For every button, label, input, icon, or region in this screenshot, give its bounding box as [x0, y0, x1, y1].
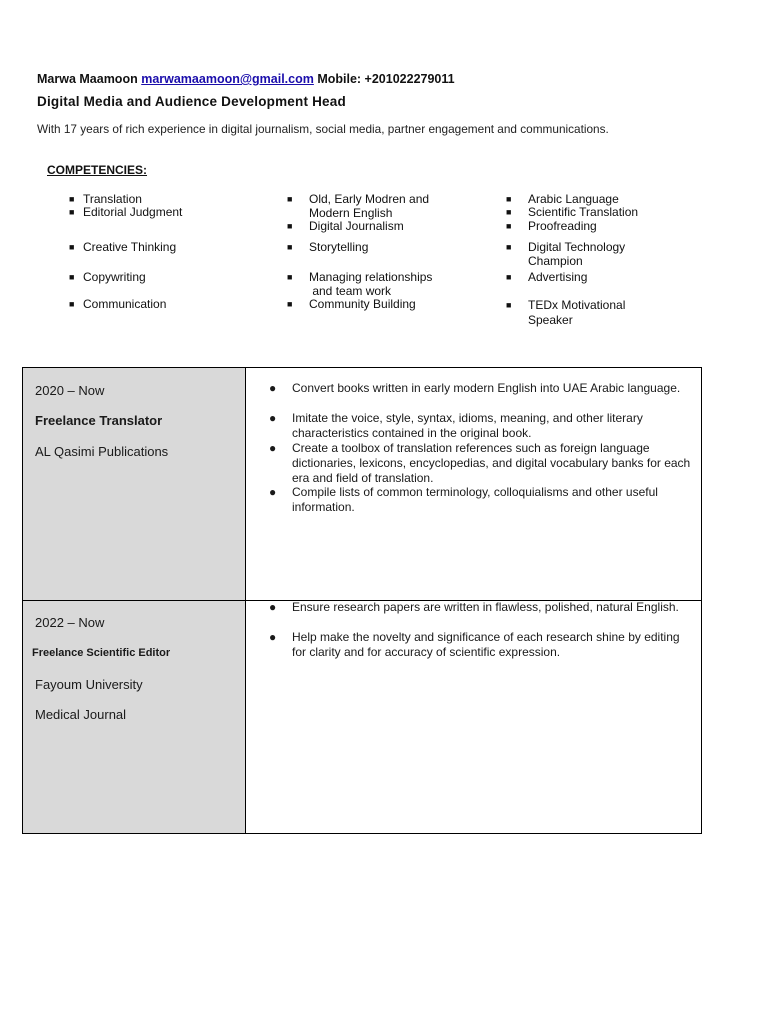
competency-item: ■ Scientific Translation	[506, 205, 639, 219]
competency-item: ■ Managing relationships and team work	[287, 270, 433, 298]
competency-item: ■ Advertising	[506, 270, 588, 284]
competency-item: ■ Creative Thinking	[69, 240, 177, 254]
job-organization: Fayoum University	[35, 677, 143, 692]
bullet-icon: ■	[287, 299, 293, 309]
bullet-icon: ■	[506, 207, 512, 217]
bullet-icon: ■	[69, 207, 75, 217]
email-link[interactable]: marwamaamoon@gmail.com	[141, 72, 314, 86]
job-bullet: ● Help make the novelty and significance of each research shine by editing for clarity and for accuracy of scientific expression.	[269, 630, 680, 659]
competency-item: ■ Digital Journalism	[287, 219, 404, 233]
job-organization-line-2: Medical Journal	[35, 707, 127, 722]
bullet-icon: ●	[269, 441, 277, 455]
bullet-icon: ■	[506, 272, 512, 282]
bullet-icon: ■	[287, 272, 293, 282]
job-dates: 2022 – Now	[35, 615, 105, 630]
bullet-icon: ■	[506, 242, 512, 252]
job-bullet: ● Compile lists of common terminology, colloquialisms and other useful information.	[269, 485, 658, 514]
competency-item: ■ Storytelling	[287, 240, 369, 254]
bullet-icon: ■	[506, 194, 512, 204]
competency-item: ■ Editorial Judgment	[69, 205, 183, 219]
bullet-icon: ■	[69, 272, 75, 282]
headline: Digital Media and Audience Development Head	[37, 94, 346, 109]
summary: With 17 years of rich experience in digital journalism, social media, partner engagement and communications.	[37, 122, 609, 136]
competency-item: ■ Arabic Language	[506, 192, 619, 206]
competency-item: ■ Digital Technology Champion	[506, 240, 626, 268]
bullet-icon: ■	[287, 242, 293, 252]
bullet-icon: ●	[269, 600, 277, 614]
job-dates: 2020 – Now	[35, 383, 105, 398]
competency-item: ■ TEDx Motivational Speaker	[506, 298, 626, 327]
competency-item: ■ Communication	[69, 297, 167, 311]
bullet-icon: ■	[287, 194, 293, 204]
competency-item: ■ Community Building	[287, 297, 416, 311]
job-bullet: ● Ensure research papers are written in flawless, polished, natural English.	[269, 600, 679, 614]
bullet-icon: ■	[506, 300, 512, 310]
competencies-title: COMPETENCIES:	[47, 163, 148, 177]
bullet-icon: ●	[269, 485, 277, 499]
bullet-icon: ●	[269, 381, 277, 395]
contact-line	[37, 72, 455, 86]
job-bullet: ● Create a toolbox of translation references such as foreign language dictionaries, lexicons, encyclopedias, and digital vocabulary banks for each era and field of translation.	[269, 441, 691, 485]
job-role: Freelance Scientific Editor	[32, 647, 171, 659]
job-organization: AL Qasimi Publications	[35, 444, 169, 459]
bullet-icon: ■	[69, 299, 75, 309]
competency-item: ■ Copywriting	[69, 270, 146, 284]
job-bullet: ● Imitate the voice, style, syntax, idioms, meaning, and other literary characteristics contained in the original book.	[269, 411, 643, 440]
bullet-icon: ●	[269, 630, 277, 644]
competency-item: ■ Proofreading	[506, 219, 597, 233]
mobile-number: Mobile: +201022279011	[317, 72, 455, 86]
job-bullet: ● Convert books written in early modern English into UAE Arabic language.	[269, 381, 681, 395]
candidate-name: Marwa Maamoon	[37, 72, 138, 86]
competency-item: ■ Old, Early Modren and Modern English	[287, 192, 430, 220]
bullet-icon: ●	[269, 411, 277, 425]
job-role: Freelance Translator	[35, 413, 163, 428]
bullet-icon: ■	[69, 194, 75, 204]
bullet-icon: ■	[506, 221, 512, 231]
bullet-icon: ■	[287, 221, 293, 231]
job-1-meta-cell	[22, 367, 246, 601]
bullet-icon: ■	[69, 242, 75, 252]
competency-item: ■ Translation	[69, 192, 142, 206]
